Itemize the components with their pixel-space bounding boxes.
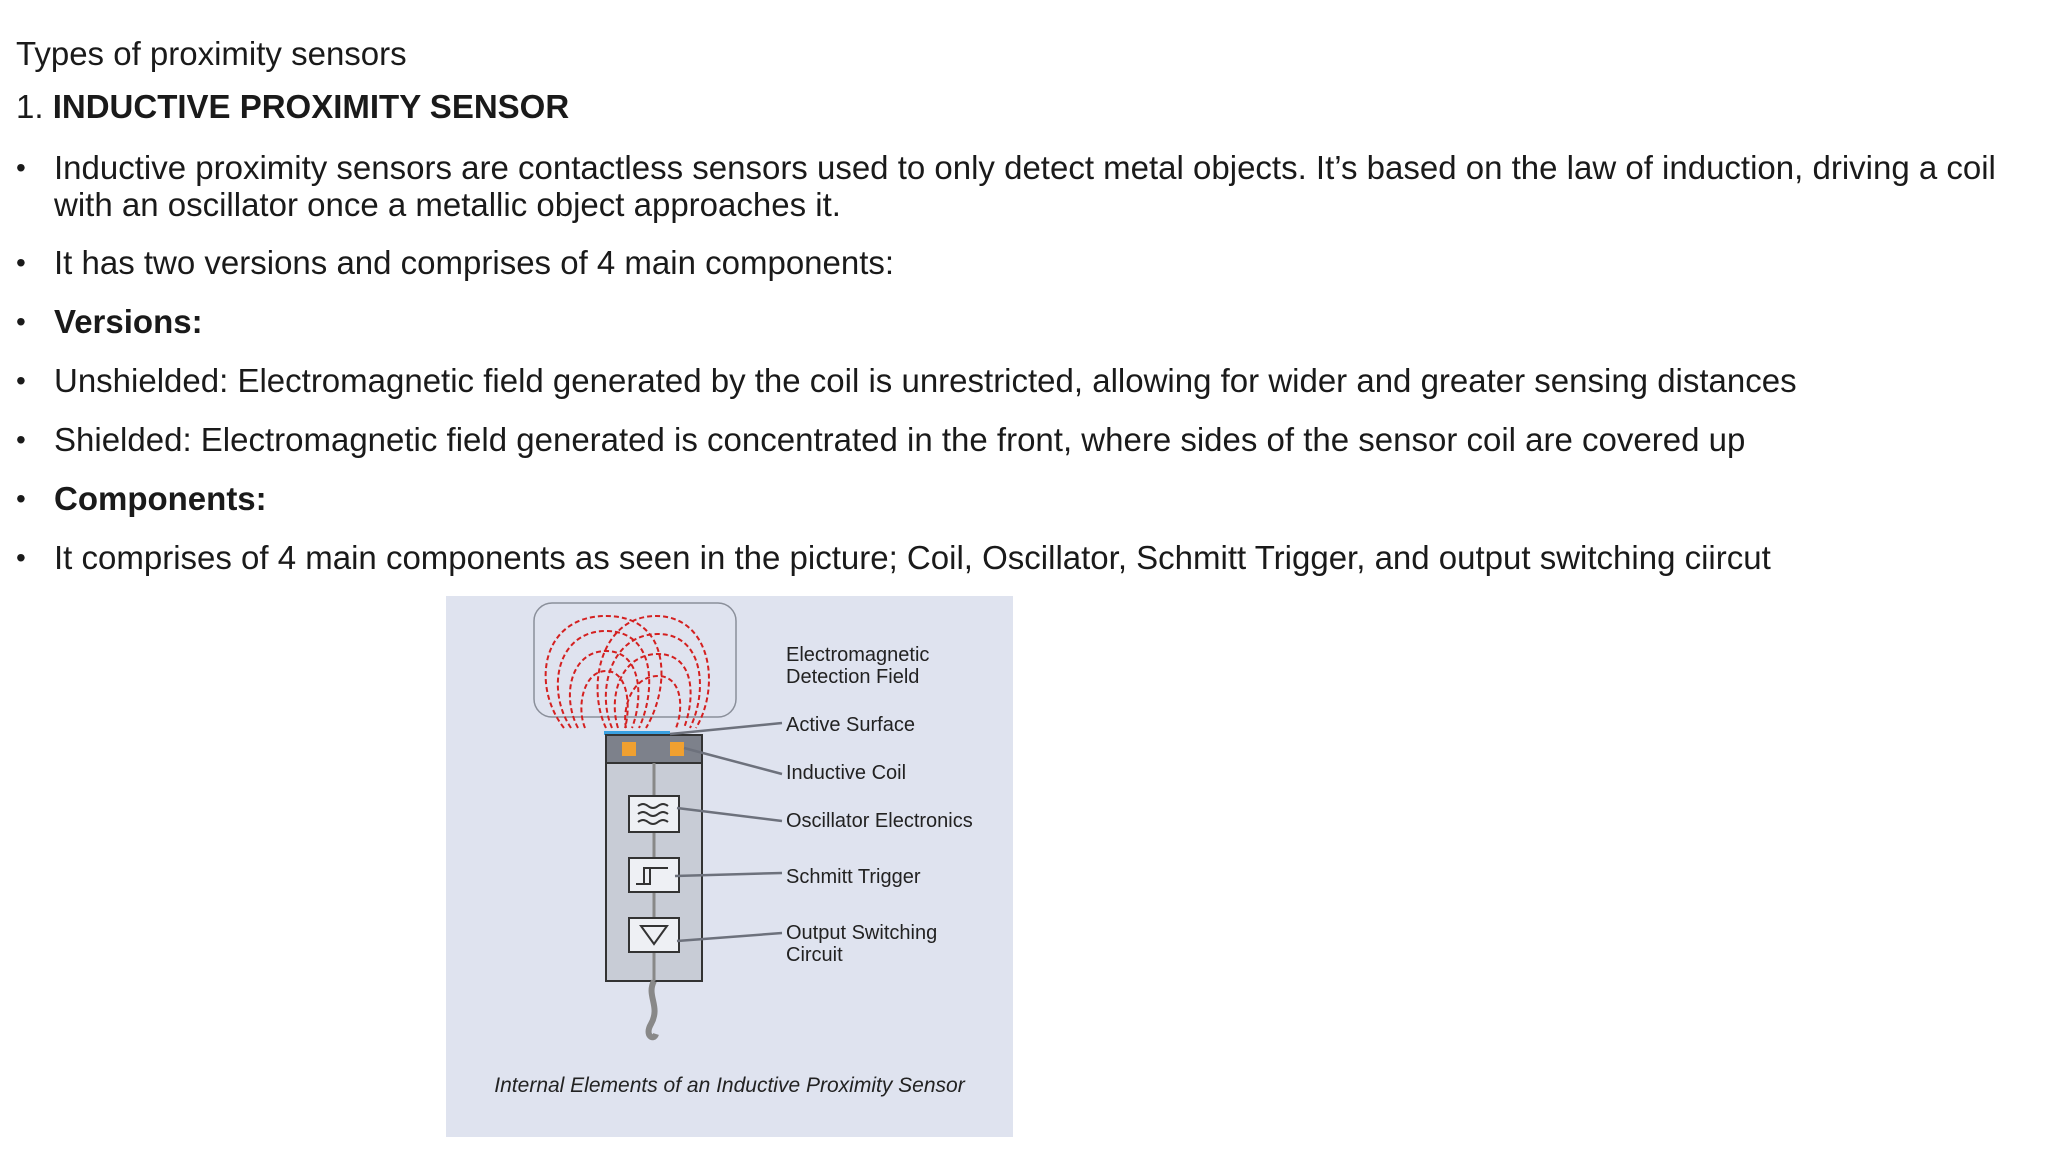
slide-title: Types of proximity sensors [16, 35, 407, 72]
sensor-diagram-graphic [446, 596, 1013, 1137]
bullet-dot: • [16, 306, 26, 337]
bullet-dot: • [16, 542, 26, 573]
bullet-text: It has two versions and comprises of 4 main components: [54, 244, 895, 281]
label-field-line2: Detection Field [786, 666, 920, 688]
bullet-item [16, 149, 2036, 223]
figure-caption: Internal Elements of an Inductive Proximity Sensor [494, 1074, 965, 1097]
bullet-text: Versions: [54, 303, 203, 340]
label-active-surface: Active Surface [786, 714, 915, 736]
coil-right [670, 742, 684, 756]
bullet-text: Shielded: Electromagnetic field generated is concentrated in the front, where sides of the sensor coil are covered up [54, 421, 1746, 458]
bullet-dot: • [16, 483, 26, 514]
label-output-line1: Output Switching [786, 922, 938, 944]
label-oscillator: Oscillator Electronics [786, 810, 973, 832]
bullet-dot: • [16, 424, 26, 455]
coil-left [622, 742, 636, 756]
label-field-line1: Electromagnetic [786, 644, 930, 666]
label-output-line2: Circuit [786, 944, 843, 966]
bullet-item [16, 303, 2036, 340]
bullet-item [16, 362, 2036, 399]
bullet-dot: • [16, 152, 26, 183]
bullet-text: It comprises of 4 main components as seen in the picture; Coil, Oscillator, Schmitt Trigger, and output switching ciircut [54, 539, 1771, 576]
section-title: INDUCTIVE PROXIMITY SENSOR [52, 88, 570, 125]
bullet-item [16, 539, 2036, 576]
bullet-item [16, 480, 2036, 517]
cable [649, 981, 656, 1037]
bullet-text: Inductive proximity sensors are contactless sensors used to only detect metal objects. It’s based on the law of induction, driving a coil with an oscillator once a metallic object approaches it. [54, 149, 1996, 223]
sensor-diagram [446, 596, 1013, 1137]
output-box [629, 918, 679, 952]
section-number: 1. [16, 88, 44, 125]
bullet-dot: • [16, 247, 26, 278]
label-inductive-coil: Inductive Coil [786, 762, 907, 784]
field-lines [546, 616, 709, 728]
bullet-text: Components: [54, 480, 267, 517]
bullet-dot: • [16, 365, 26, 396]
bullet-item [16, 244, 2036, 281]
label-schmitt: Schmitt Trigger [786, 866, 921, 888]
oscillator-box [629, 796, 679, 832]
bullet-item [16, 421, 2036, 458]
bullet-text: Unshielded: Electromagnetic field generated by the coil is unrestricted, allowing for wider and greater sensing distances [54, 362, 1797, 399]
schmitt-box [629, 858, 679, 892]
section-heading [16, 87, 569, 127]
